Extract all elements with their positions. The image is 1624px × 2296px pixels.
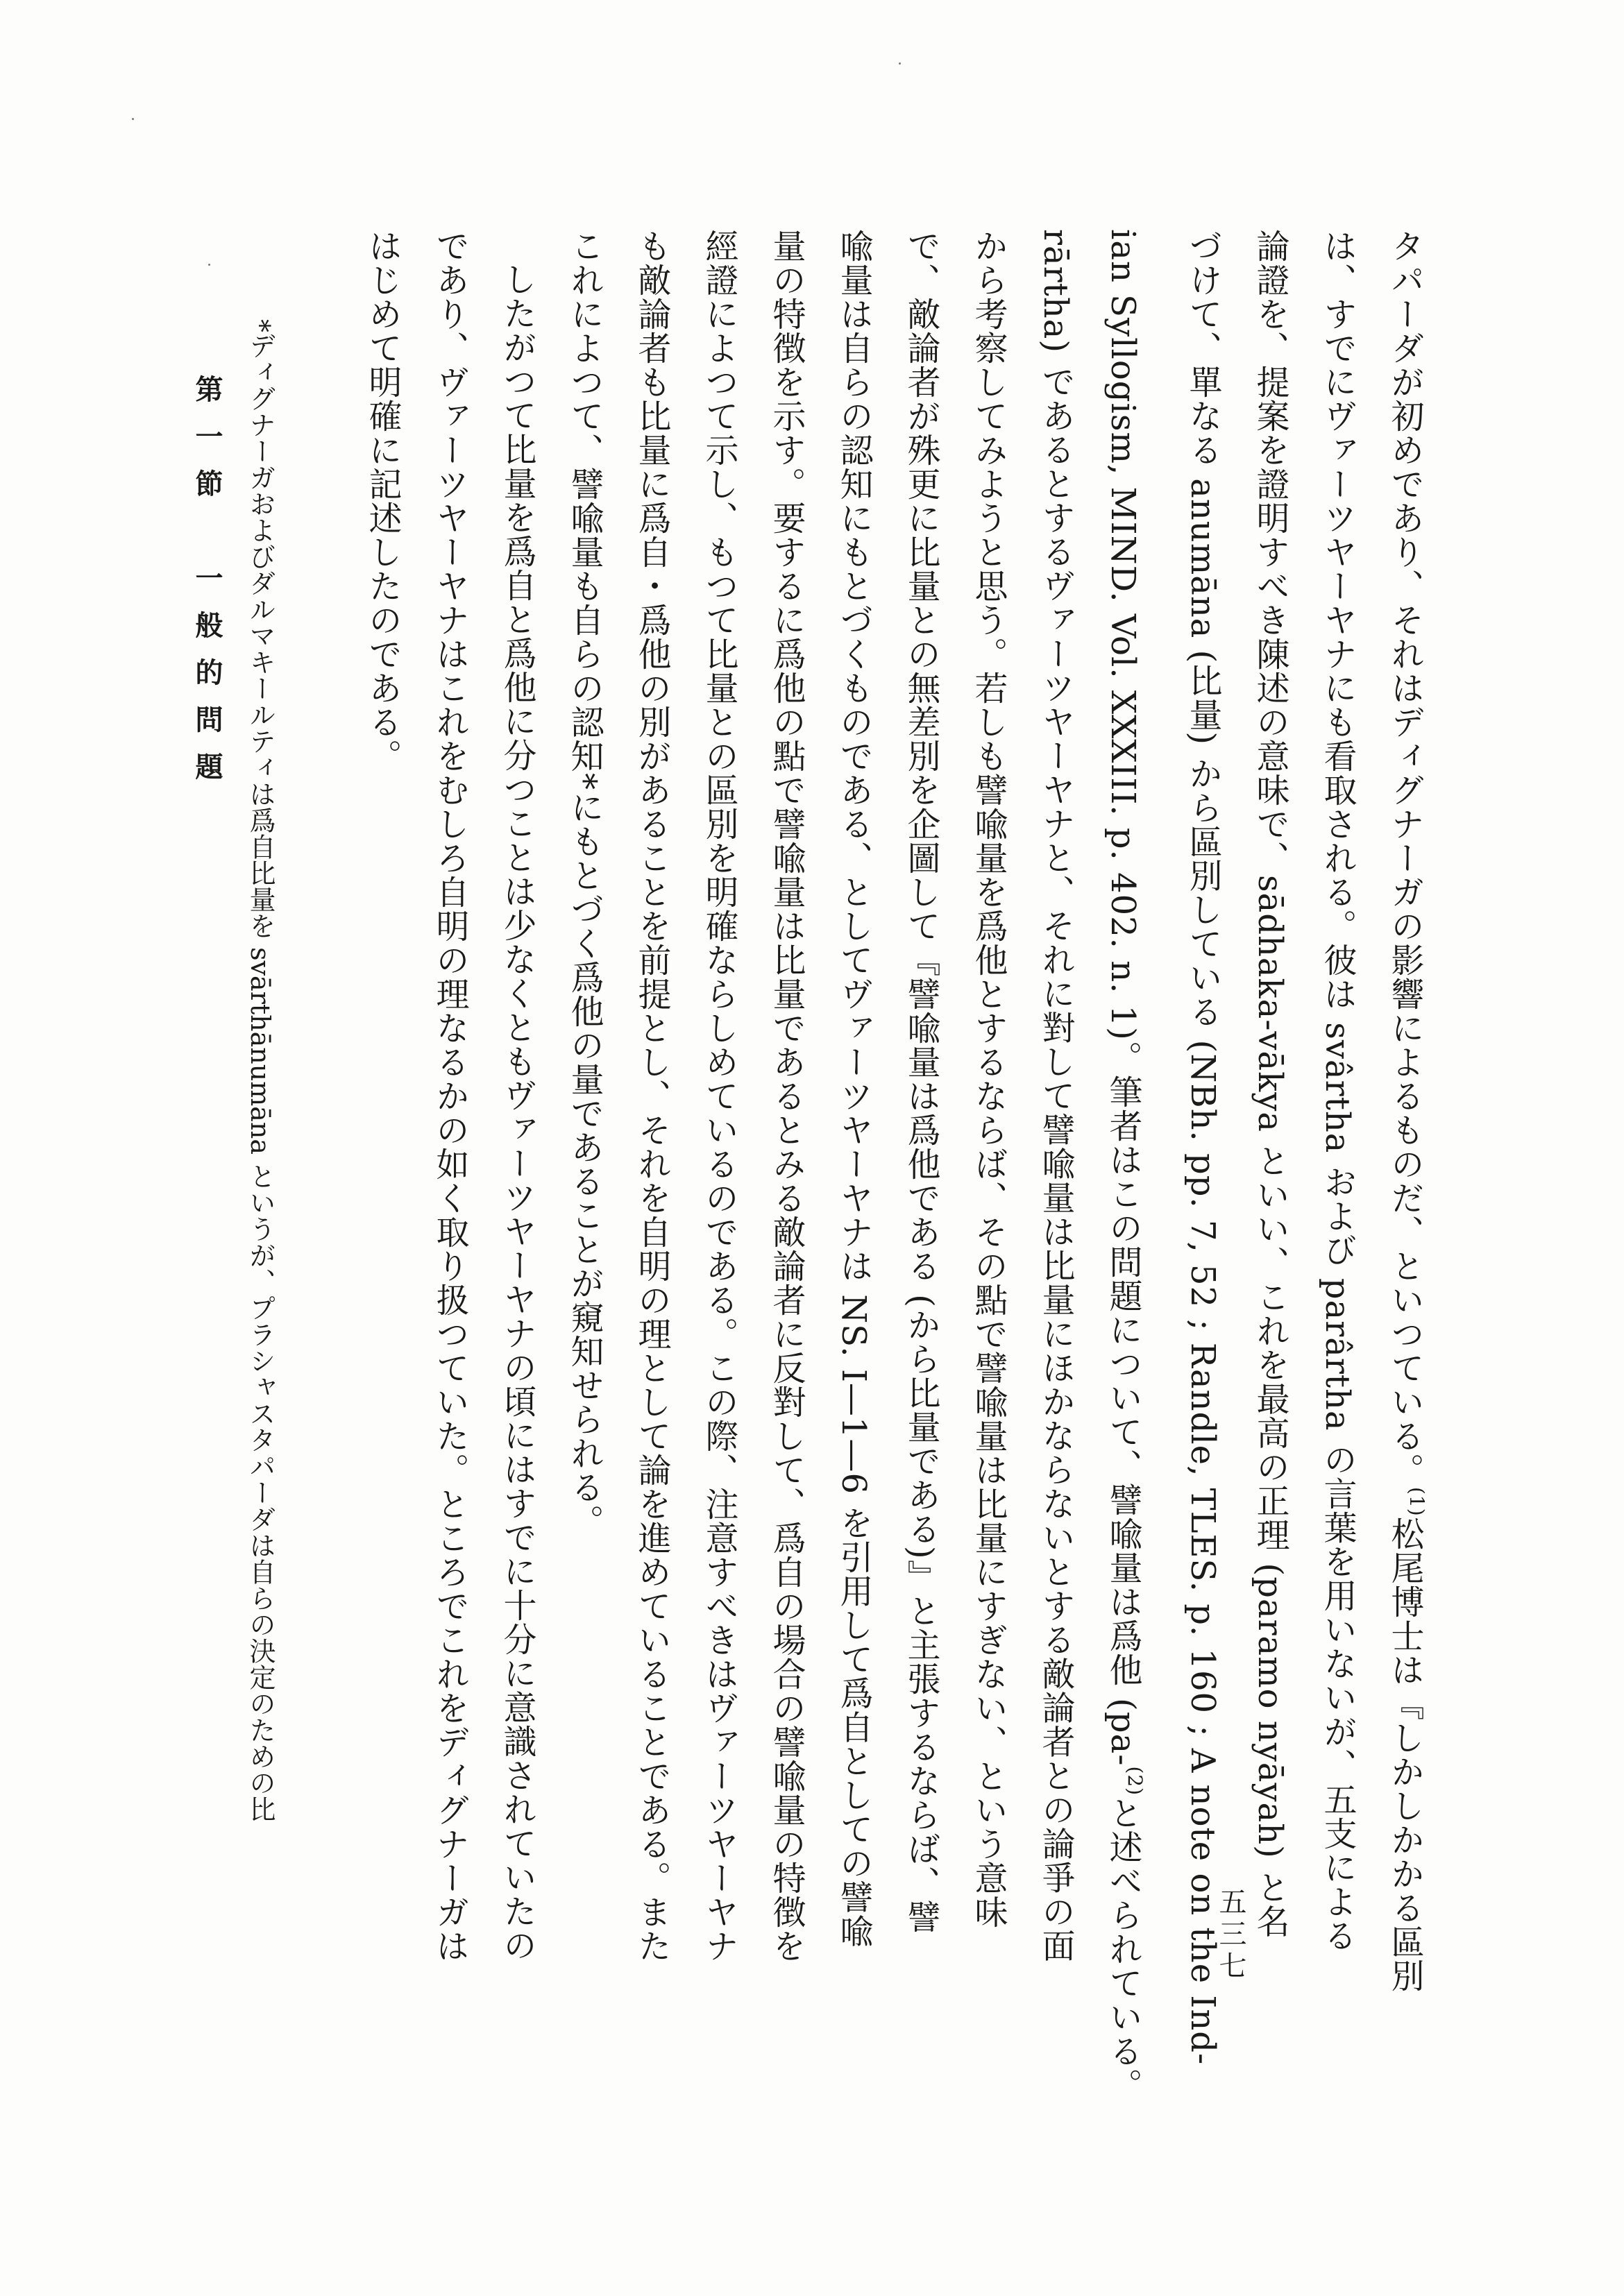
body-line-8: で、敵論者が殊更に比量との無差別を企圖して『譬喩量は爲他である (から比量である)』と主張するならば、譬 <box>902 229 940 1934</box>
body-line-7: から考察してみようと思う。若しも譬喩量を爲他とするならば、その點で譬喩量は比量にすぎない、という意味 <box>969 229 1008 1929</box>
body-line-6: rārtha) であるとするヴァーツヤーヤナと、それに對して譬喩量は比量にほかならないとする敵論者との論爭の面 <box>1036 229 1075 1963</box>
body-line-1: タパーダが初めであり、それはディグナーガの影響によるものだ、といつている。$^{(1)}$松尾博士は『しかしかかる區別 <box>1385 229 1428 1993</box>
body-line-2: は、すでにヴァーツヤーヤナにも看取される。彼は svârtha および parârtha の言葉を用いないが、五支による <box>1318 229 1357 1953</box>
note-ref-2: (2) <box>1124 1766 1147 1796</box>
section-title: 第一節 一般的問題 <box>191 375 223 799</box>
body-line-5: ian Syllogism, MIND. Vol. XXXIII. p. 402. n. 1)。筆者はこの問題について、譬喩量は爲他 (pa-$^{(2)}$と述べられている。 <box>1103 229 1147 2102</box>
body-line-16: はじめて明確に記述したのである。 <box>363 229 402 773</box>
body-line-10: 量の特徴を示す。要するに爲他の點で譬喩量は比量であるとみる敵論者に反對して、爲自の場合の譬喩量の特徴を <box>767 229 806 1963</box>
footnote: *ディグナーガおよびダルマキールティは爲自比量を svārthānumāna というが、プラシャスタパーダは自らの決定のための比 <box>245 319 276 1823</box>
scan-speck <box>132 118 134 120</box>
body-line-4: づけて、單なる anumāna (比量) から區別している (NBh. pp. 7, 52 ; Randle, TLES. p. 160 ; A note on the Ind- <box>1183 229 1222 2066</box>
body-line-3: 論證を、提案を證明すべき陳述の意味で、sādhaka-vākya といい、これを最高の正理 (paramo nyāyah) と名 <box>1251 229 1289 1939</box>
body-line-14: したがつて比量を爲自と爲他に分つことは少なくともヴァーツヤーヤナの頃にはすでに十分に意識されていたの <box>498 262 536 1962</box>
body-line-13: これによつて、譬喩量も自らの認知*にもとづく爲他の量であることが窺知せられる。 <box>565 229 604 1538</box>
note-ref-1: (1) <box>1405 1487 1428 1517</box>
body-line-15: であり、ヴァーツヤーヤナはこれをむしろ自明の理なるかの如く取り扱つていた。ところでこれをディグナーガは <box>430 229 469 1963</box>
body-text <box>348 229 1450 2102</box>
page-number: 五三七 <box>1215 1887 1246 1983</box>
body-line-9: 喩量は自らの認知にもとづくものである、としてヴァーツヤーヤナは NS. I—1—6 を引用して爲自としての譬喩 <box>834 229 873 1948</box>
scan-speck <box>899 62 901 65</box>
body-line-12: も敵論者も比量に爲自・爲他の別があることを前提とし、それを自明の理として論を進めていることである。また <box>632 229 671 1963</box>
body-line-11: 經證によつて示し、もつて比量との區別を明確ならしめているのである。この際、注意すべきはヴァーツヤーヤナ <box>700 229 738 1963</box>
scan-speck <box>208 264 210 266</box>
